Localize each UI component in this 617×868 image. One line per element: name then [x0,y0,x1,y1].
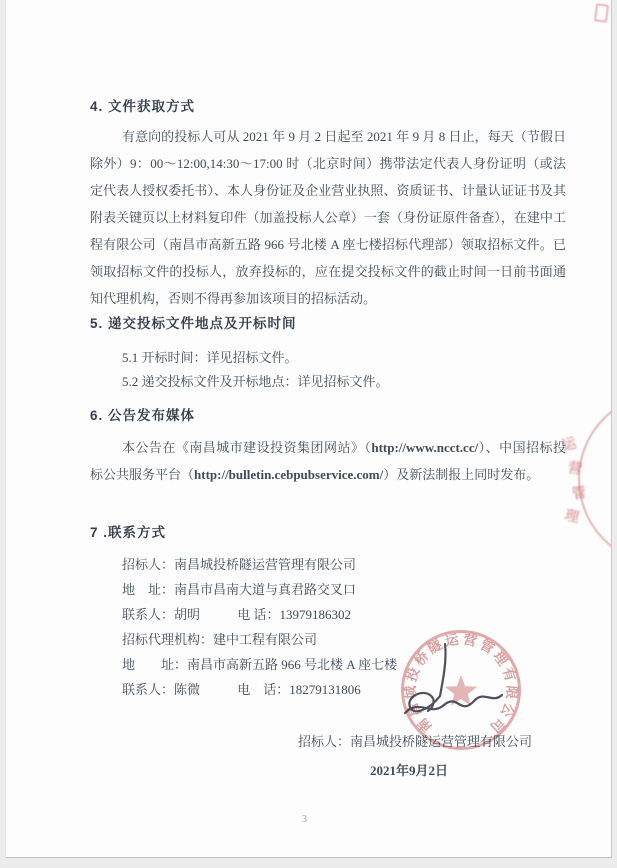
section4-heading: 4. 文件获取方式 [90,99,196,114]
edge-seal-glyph: 管 [570,484,588,502]
contact-phone2: 电 话：18279131806 [237,682,361,697]
contact-person1: 联系人：胡明 [122,607,201,622]
closing-date: 2021年9月2日 [370,763,449,778]
section6-text-part2: ）、中国招标投标公共服务平台（ [90,440,566,482]
edge-seal-glyph: 理 [563,506,581,526]
section5-heading: 5. 递交投标文件地点及开标时间 [90,316,297,331]
edge-seal-glyph: 运 [560,434,578,454]
contact-line-tenderer [122,552,562,577]
corner-stamp-fragment [594,3,609,22]
closing-tenderer-line: 招标人：南昌城投桥隧运营管理有限公司 [298,734,533,749]
section6-paragraph [90,434,566,488]
contact-phone1: 电 话：13979186302 [237,607,352,622]
section6-text-part1: 本公告在《南昌城市建设投资集团网站》（ [122,440,372,455]
section6-text-part3: ）及新法制报上同时发布。 [383,467,540,482]
edge-seal-arc [578,392,612,566]
section5-item-submit-place: 5.2 递交投标文件及开标地点：详见招标文件。 [122,374,389,389]
document-page [5,0,612,858]
edge-seal-glyph: 营 [566,458,584,478]
section7-heading: 7 .联系方式 [90,525,167,540]
section6-url-cebpubservice: http://bulletin.cebpubservice.com/ [194,467,384,482]
section6-heading: 6. 公告发布媒体 [90,408,196,423]
contact-tenderer: 招标人：南昌城投桥隧运营管理有限公司 [122,557,357,572]
contact-agency: 招标代理机构：建中工程有限公司 [122,632,318,647]
seal-ring-text: 南昌城投桥隧运营管理有限公司 [402,631,520,738]
contact-address1: 地 址：南昌市昌南大道与真君路交叉口 [122,582,357,597]
handwritten-signature [399,638,509,733]
contact-address2: 地 址：南昌市高新五路 966 号北楼 A 座七楼 [122,657,398,672]
section4-paragraph: 有意向的投标人可从 2021 年 9 月 2 日起至 2021 年 9 月 8 日止，每天（节假日除外）9：00～12:00,14:30～17:00 时（北京时间）携带法定代表人身份证明（或法定代表人授权委托书）、本人身份证及企业营业执照、资质证书、计量认证证书及其附表关键页以上材料复印件（加盖投标人公章）一套（身份证原件备查），在建中工程有限公司（南昌市高新五路 966 号北楼 A 座七楼招标代理部）领取招标文件。已领取招标文件的投标人，放弃投标的，应在提交投标文件的截止时间一日前书面通知代理机构，否则不得再参加该项目的招标活动。 [90,129,566,306]
contact-person2: 联系人：陈微 [122,682,201,697]
section5-item-open-time: 5.1 开标时间：详见招标文件。 [122,350,298,365]
contact-line-address1 [122,577,562,602]
page-number: 3 [302,814,307,825]
section6-url-ncct: http://www.ncct.cc/ [371,440,479,455]
